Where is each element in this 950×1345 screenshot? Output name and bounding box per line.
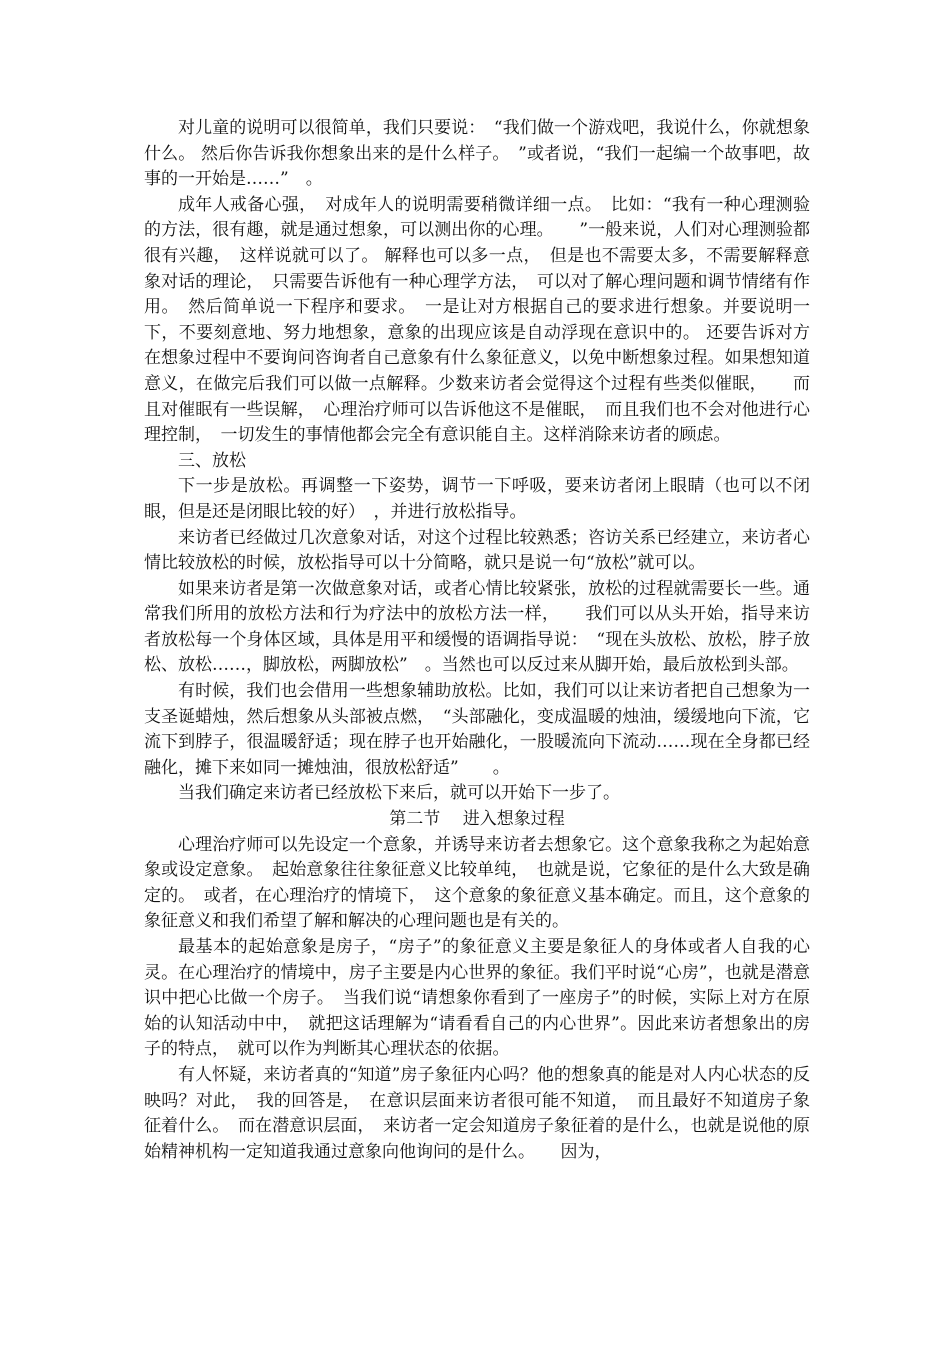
section-title: 第二节 进入想象过程 (389, 809, 565, 830)
paragraph-relax-next: 当我们确定来访者已经放松下来后，就可以开始下一步了。 (178, 783, 620, 804)
document-body (144, 116, 810, 1165)
heading-relax: 三、放松 (178, 450, 246, 471)
paragraph-children-instruction: 对儿童的说明可以很简单，我们只要说： “我们做一个游戏吧，我说什么，你就想象什么。 然后你告诉我你想象出来的是什么样子。 ”或者说，“我们一起编一个故事吧，故事的一开始是……” 。 (144, 118, 810, 190)
paragraph-adult-instruction: 成年人戒备心强， 对成年人的说明需要稍微详细一点。 比如：“我有一种心理测验的方法，很有趣，就是通过想象，可以测出你的心理。 ”一般来说，人们对心理测验都很有兴趣， 这样说就可以了。 解释也可以多一点， 但是也不需要太多，不需要解释意象对话的理论， 只需要告诉他有一种心理学方法， 可以对了解心理问题和调节情绪有作用。 然后简单说一下程序和要求。 一是让对方根据自己的要求进行想象。并要说明一下，不要刻意地、努力地想象，意象的出现应该是自动浮现在意识中的。 还要告诉对方在想象过程中不要询问咨询者自己意象有什么象征意义，以免中断想象过程。如果想知道意义，在做完后我们可以做一点解释。少数来访者会觉得这个过程有些类似催眠， 而且对催眠有一些误解， 心理治疗师可以告诉他这不是催眠， 而且我们也不会对他进行心理控制， 一切发生的事情他都会完全有意识能自主。这样消除来访者的顾虑。 (144, 194, 810, 446)
paragraph-initial-image: 心理治疗师可以先设定一个意象，并诱导来访者去想象它。这个意象我称之为起始意象或设定意象。 起始意象往往象征意义比较单纯， 也就是说，它象征的是什么大致是确定的。 或者，在心理治疗的情境下， 这个意象的象征意义基本确定。而且，这个意象的象征意义和我们希望了解和解决的心理问题也是有关的。 (144, 834, 810, 932)
paragraph-relax-first-time: 如果来访者是第一次做意象对话，或者心情比较紧张，放松的过程就需要长一些。通常我们所用的放松方法和行为疗法中的放松方法一样， 我们可以从头开始，指导来访者放松每一个身体区域，具体是用平和缓慢的语调指导说： “现在头放松、放松，脖子放松、放松……，脚放松，两脚放松” 。当然也可以反过来从脚开始，最后放松到头部。 (144, 578, 810, 676)
paragraph-relax-experienced: 来访者已经做过几次意象对话，对这个过程比较熟悉；咨访关系已经建立，来访者心情比较放松的时候，放松指导可以十分简略，就只是说一句“放松”就可以。 (144, 527, 810, 574)
paragraph-relax-step: 下一步是放松。再调整一下姿势，调节一下呼吸，要来访者闭上眼睛（也可以不闭眼，但是还是闭眼比较的好） ，并进行放松指导。 (144, 476, 810, 522)
paragraph-doubt: 有人怀疑，来访者真的“知道”房子象征内心吗？他的想象真的能是对人内心状态的反映吗？对此， 我的回答是， 在意识层面来访者很可能不知道， 而且最好不知道房子象征着什么。 而在潜意识层面， 来访者一定会知道房子象征着的是什么，也就是说他的原始精神机构一定知道我通过意象向他询问的是什么。 因为， (144, 1064, 810, 1162)
paragraph-house-image: 最基本的起始意象是房子，“房子”的象征意义主要是象征人的身体或者人自我的心灵。在心理治疗的情境中，房子主要是内心世界的象征。我们平时说“心房”，也就是潜意识中把心比做一个房子。 当我们说“请想象你看到了一座房子”的时候，实际上对方在原始的认知活动中中， 就把这话理解为“请看看自己的内心世界”。因此来访者想象出的房子的特点， 就可以作为判断其心理状态的依据。 (144, 937, 810, 1060)
paragraph-relax-imagery: 有时候，我们也会借用一些想象辅助放松。比如，我们可以让来访者把自己想象为一支圣诞蜡烛，然后想象从头部被点燃， “头部融化，变成温暖的烛油，缓缓地向下流，它流下到脖子，很温暖舒适；现在脖子也开始融化，一股暖流向下流动……现在全身都已经融化，摊下来如同一摊烛油，很放松舒适” 。 (144, 681, 810, 778)
